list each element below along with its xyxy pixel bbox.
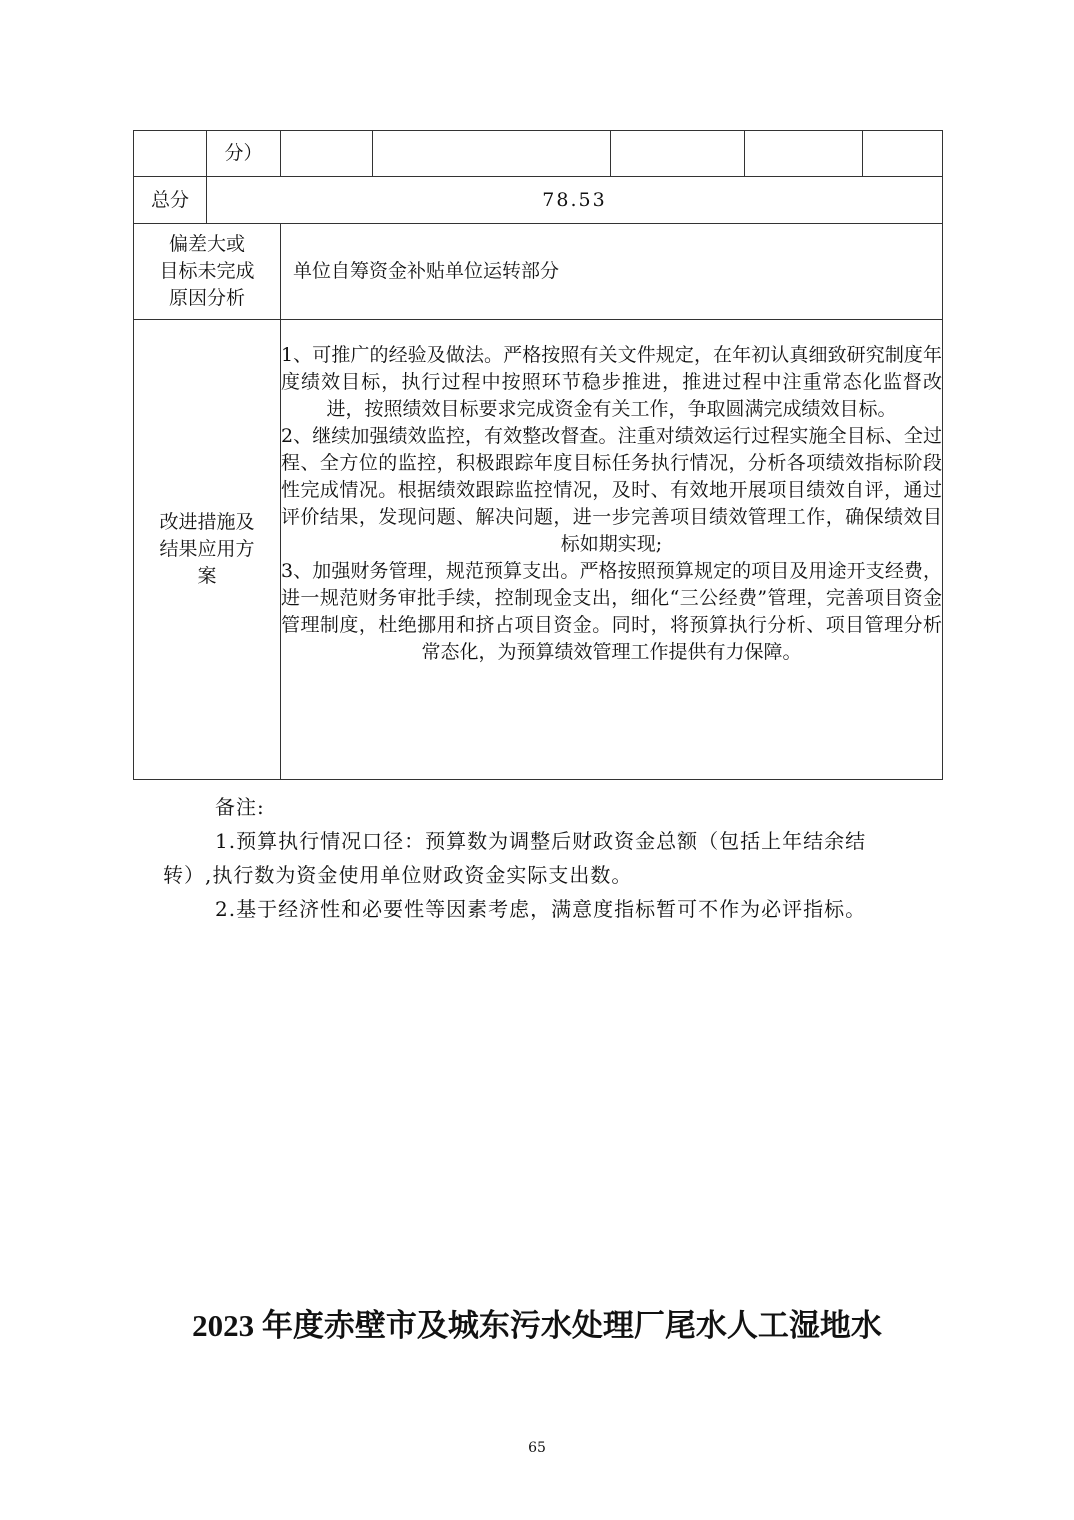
- next-section-title: 2023 年度赤壁市及城东污水处理厂尾水人工湿地水: [192, 1308, 882, 1343]
- performance-evaluation-table: [133, 130, 943, 780]
- table-row-top: [134, 131, 943, 177]
- deviation-label-line: 偏差大或: [168, 233, 245, 255]
- table-cell: [281, 131, 373, 177]
- improvement-label-line: 结果应用方: [159, 538, 255, 560]
- table-cell: [863, 131, 943, 177]
- table-cell: [745, 131, 863, 177]
- improvement-paragraph: 1、可推广的经验及做法。严格按照有关文件规定，在年初认真细致研究制度年度绩效目标，执行过程中按照环节稳步推进，推进过程中注重常态化监督改进，按照绩效目标要求完成资金有关工作，争取圆满完成绩效目标。: [281, 344, 942, 420]
- page-number: 65: [528, 1440, 546, 1456]
- deviation-label-line: 目标未完成: [159, 260, 255, 282]
- table-row-total: [134, 177, 943, 224]
- row-top-label: 分）: [207, 131, 281, 177]
- deviation-label-line: 原因分析: [168, 287, 245, 309]
- total-score-label: 总分: [134, 177, 207, 224]
- improvement-content: [281, 320, 943, 780]
- deviation-label: [134, 224, 281, 320]
- improvement-paragraph: 2、继续加强绩效监控，有效整改督查。注重对绩效运行过程实施全目标、全过程、全方位的监控，积极跟踪年度目标任务执行情况，分析各项绩效指标阶段性完成情况。根据绩效跟踪监控情况，及时、有效地开展项目绩效自评，通过评价结果，发现问题、解决问题，进一步完善项目绩效管理工作，确保绩效目标如期实现;: [281, 425, 942, 555]
- note-item: 1.预算执行情况口径：预算数为调整后财政资金总额（包括上年结余结转）,执行数为资金使用单位财政资金实际支出数。: [163, 829, 867, 887]
- table-row-deviation: [134, 224, 943, 320]
- improvement-label: [134, 320, 281, 780]
- table-cell: [134, 131, 207, 177]
- table-cell: [373, 131, 611, 177]
- notes-header: 备注:: [215, 795, 265, 819]
- note-item: 2.基于经济性和必要性等因素考虑，满意度指标暂可不作为必评指标。: [215, 897, 867, 921]
- improvement-paragraph: 3、加强财务管理，规范预算支出。严格按照预算规定的项目及用途开支经费，进一规范财务审批手续，控制现金支出，细化“三公经费”管理，完善项目资金管理制度，杜绝挪用和挤占项目资金。同时，将预算执行分析、项目管理分析常态化，为预算绩效管理工作提供有力保障。: [281, 560, 942, 663]
- table-cell: [611, 131, 745, 177]
- deviation-reason-text: 单位自筹资金补贴单位运转部分: [281, 224, 943, 320]
- notes-section: [163, 790, 913, 926]
- total-score-value: 78.53: [207, 177, 943, 224]
- table-row-improvement: [134, 320, 943, 780]
- improvement-label-line: 改进措施及: [159, 511, 255, 533]
- improvement-label-line: 案: [197, 565, 217, 587]
